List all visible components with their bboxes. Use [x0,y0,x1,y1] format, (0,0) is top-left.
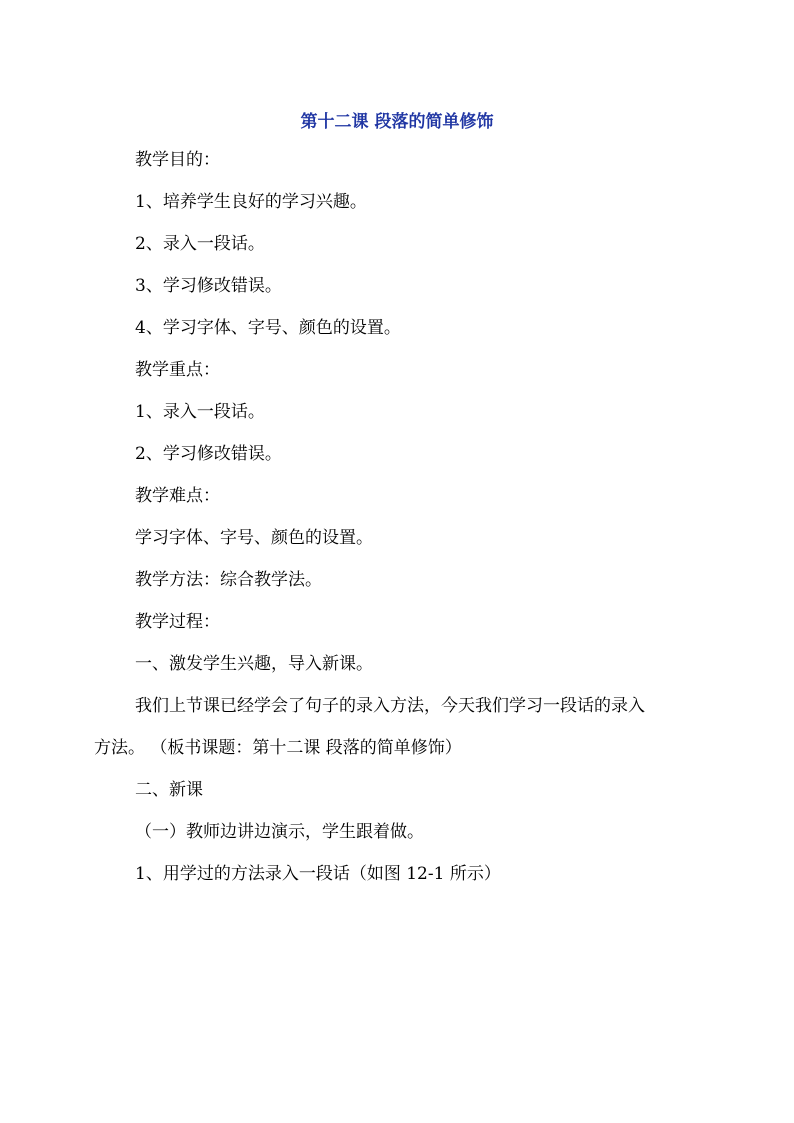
difficulty-item: 学习字体、字号、颜色的设置。 [135,528,373,548]
objective-item: 3、学习修改错误。 [135,276,282,296]
intro-paragraph-line-1: 我们上节课已经学会了句子的录入方法，今天我们学习一段话的录入 [135,696,645,716]
key-point-item: 2、学习修改错误。 [135,444,282,464]
section-heading-key-points: 教学重点： [135,360,220,380]
intro-paragraph-line-2: 方法。 （板书课题：第十二课 段落的简单修饰） [94,738,462,758]
objective-item: 2、录入一段话。 [135,234,265,254]
section-heading-objectives: 教学目的： [135,150,220,170]
process-step-heading: 一、激发学生兴趣，导入新课。 [135,654,373,674]
section-heading-process: 教学过程： [135,612,220,632]
objective-item: 4、学习字体、字号、颜色的设置。 [135,318,401,338]
teaching-method: 教学方法：综合教学法。 [135,570,322,590]
section-heading-difficulties: 教学难点： [135,486,220,506]
process-substep: （一）教师边讲边演示，学生跟着做。 [135,822,424,842]
key-point-item: 1、录入一段话。 [135,402,265,422]
process-step-heading: 二、新课 [135,780,203,800]
process-substep-item: 1、用学过的方法录入一段话（如图 12-1 所示） [135,864,501,884]
objective-item: 1、培养学生良好的学习兴趣。 [135,192,367,212]
lesson-title: 第十二课 段落的简单修饰 [300,112,494,132]
